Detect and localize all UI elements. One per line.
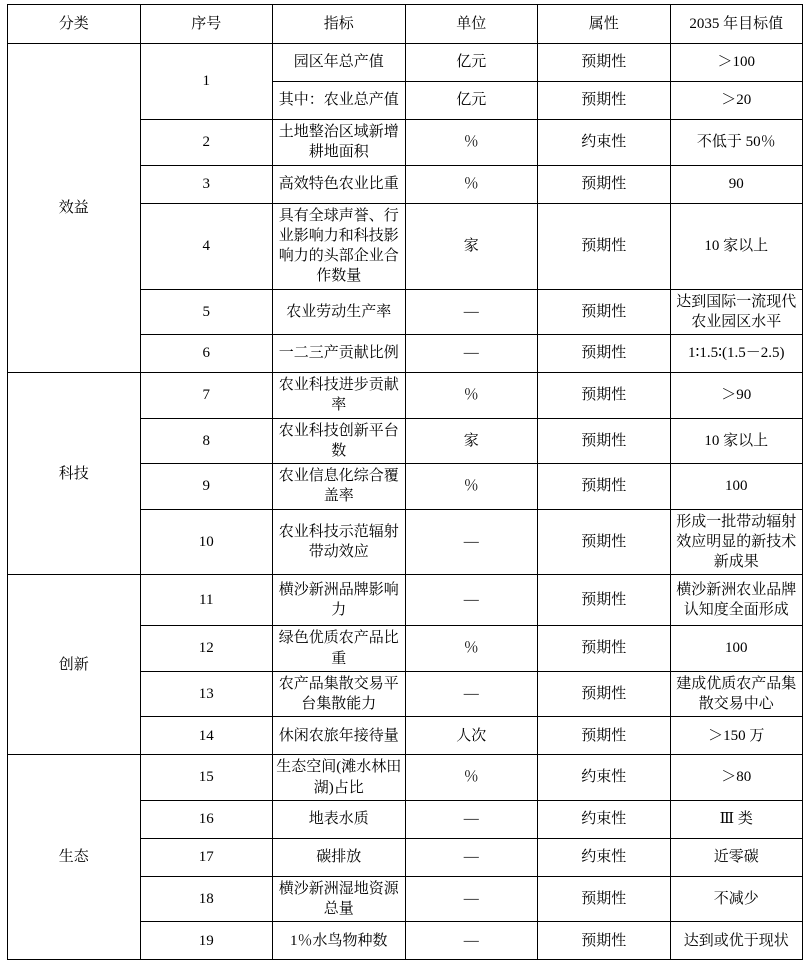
row-number-cell: 12 — [140, 626, 273, 672]
target-value-cell: ＞100 — [670, 44, 803, 82]
table-header — [8, 5, 803, 44]
indicator-table — [7, 4, 803, 960]
attribute-cell: 预期性 — [538, 335, 671, 373]
target-value-cell: ＞20 — [670, 82, 803, 120]
row-number-cell: 4 — [140, 203, 273, 289]
indicator-cell: 1％水鸟物种数 — [273, 922, 406, 960]
unit-cell: — — [405, 922, 538, 960]
indicator-cell: 具有全球声誉、行业影响力和科技影响力的头部企业合作数量 — [273, 203, 406, 289]
row-number-cell: 19 — [140, 922, 273, 960]
target-value-cell: 不减少 — [670, 876, 803, 922]
column-header-number: 序号 — [140, 5, 273, 44]
unit-cell: — — [405, 838, 538, 876]
attribute-cell: 预期性 — [538, 165, 671, 203]
table-row — [8, 755, 803, 801]
target-value-cell: Ⅲ 类 — [670, 800, 803, 838]
indicator-cell: 横沙新洲品牌影响力 — [273, 575, 406, 626]
row-number-cell: 1 — [140, 44, 273, 120]
indicator-cell: 农业科技创新平台数 — [273, 418, 406, 464]
target-value-cell: 90 — [670, 165, 803, 203]
row-number-cell: 10 — [140, 509, 273, 575]
indicator-cell: 绿色优质农产品比重 — [273, 626, 406, 672]
target-value-cell: 100 — [670, 626, 803, 672]
unit-cell: ％ — [405, 373, 538, 419]
column-header-attribute: 属性 — [538, 5, 671, 44]
indicator-cell: 农业信息化综合覆盖率 — [273, 464, 406, 510]
unit-cell: 家 — [405, 418, 538, 464]
target-value-cell: 100 — [670, 464, 803, 510]
attribute-cell: 预期性 — [538, 922, 671, 960]
target-value-cell: 近零碳 — [670, 838, 803, 876]
indicator-cell: 休闲农旅年接待量 — [273, 717, 406, 755]
row-number-cell: 9 — [140, 464, 273, 510]
unit-cell: — — [405, 335, 538, 373]
row-number-cell: 7 — [140, 373, 273, 419]
unit-cell: 亿元 — [405, 82, 538, 120]
attribute-cell: 约束性 — [538, 800, 671, 838]
row-number-cell: 16 — [140, 800, 273, 838]
indicator-cell: 碳排放 — [273, 838, 406, 876]
row-number-cell: 18 — [140, 876, 273, 922]
attribute-cell: 预期性 — [538, 509, 671, 575]
attribute-cell: 预期性 — [538, 876, 671, 922]
target-value-cell: 达到国际一流现代农业园区水平 — [670, 289, 803, 335]
target-value-cell: 达到或优于现状 — [670, 922, 803, 960]
indicator-cell: 农业劳动生产率 — [273, 289, 406, 335]
target-value-cell: 横沙新洲农业品牌认知度全面形成 — [670, 575, 803, 626]
table-row — [8, 373, 803, 419]
category-cell: 创新 — [8, 575, 141, 755]
target-value-cell: 10 家以上 — [670, 203, 803, 289]
indicator-cell: 农业科技进步贡献率 — [273, 373, 406, 419]
unit-cell: ％ — [405, 755, 538, 801]
attribute-cell: 预期性 — [538, 203, 671, 289]
target-value-cell: 不低于 50％ — [670, 120, 803, 166]
target-value-cell: 1∶1.5∶(1.5－2.5) — [670, 335, 803, 373]
column-header-category: 分类 — [8, 5, 141, 44]
attribute-cell: 约束性 — [538, 120, 671, 166]
table-header-row — [8, 5, 803, 44]
attribute-cell: 预期性 — [538, 289, 671, 335]
unit-cell: — — [405, 575, 538, 626]
row-number-cell: 11 — [140, 575, 273, 626]
attribute-cell: 预期性 — [538, 671, 671, 717]
unit-cell: — — [405, 800, 538, 838]
unit-cell: ％ — [405, 464, 538, 510]
unit-cell: 亿元 — [405, 44, 538, 82]
indicator-cell: 农产品集散交易平台集散能力 — [273, 671, 406, 717]
target-value-cell: ＞80 — [670, 755, 803, 801]
unit-cell: 家 — [405, 203, 538, 289]
attribute-cell: 预期性 — [538, 575, 671, 626]
category-cell: 效益 — [8, 44, 141, 373]
unit-cell: 人次 — [405, 717, 538, 755]
row-number-cell: 14 — [140, 717, 273, 755]
table-body — [8, 44, 803, 960]
attribute-cell: 约束性 — [538, 838, 671, 876]
row-number-cell: 17 — [140, 838, 273, 876]
unit-cell: — — [405, 876, 538, 922]
indicator-cell: 其中：农业总产值 — [273, 82, 406, 120]
target-value-cell: ＞150 万 — [670, 717, 803, 755]
row-number-cell: 3 — [140, 165, 273, 203]
column-header-unit: 单位 — [405, 5, 538, 44]
indicator-cell: 生态空间(滩水林田湖)占比 — [273, 755, 406, 801]
indicator-cell: 地表水质 — [273, 800, 406, 838]
attribute-cell: 预期性 — [538, 82, 671, 120]
indicator-cell: 横沙新洲湿地资源总量 — [273, 876, 406, 922]
attribute-cell: 预期性 — [538, 373, 671, 419]
target-value-cell: ＞90 — [670, 373, 803, 419]
attribute-cell: 预期性 — [538, 418, 671, 464]
indicator-cell: 土地整治区域新增耕地面积 — [273, 120, 406, 166]
unit-cell: ％ — [405, 165, 538, 203]
row-number-cell: 5 — [140, 289, 273, 335]
indicator-cell: 一二三产贡献比例 — [273, 335, 406, 373]
target-value-cell: 10 家以上 — [670, 418, 803, 464]
attribute-cell: 预期性 — [538, 464, 671, 510]
category-cell: 生态 — [8, 755, 141, 960]
row-number-cell: 2 — [140, 120, 273, 166]
indicator-cell: 高效特色农业比重 — [273, 165, 406, 203]
unit-cell: ％ — [405, 120, 538, 166]
row-number-cell: 8 — [140, 418, 273, 464]
row-number-cell: 13 — [140, 671, 273, 717]
target-value-cell: 建成优质农产品集散交易中心 — [670, 671, 803, 717]
row-number-cell: 15 — [140, 755, 273, 801]
attribute-cell: 预期性 — [538, 44, 671, 82]
attribute-cell: 预期性 — [538, 717, 671, 755]
row-number-cell: 6 — [140, 335, 273, 373]
unit-cell: ％ — [405, 626, 538, 672]
unit-cell: — — [405, 671, 538, 717]
column-header-target: 2035 年目标值 — [670, 5, 803, 44]
category-cell: 科技 — [8, 373, 141, 575]
table-row — [8, 44, 803, 82]
attribute-cell: 预期性 — [538, 626, 671, 672]
indicator-cell: 农业科技示范辐射带动效应 — [273, 509, 406, 575]
table-row — [8, 575, 803, 626]
indicator-cell: 园区年总产值 — [273, 44, 406, 82]
unit-cell: — — [405, 509, 538, 575]
target-value-cell: 形成一批带动辐射效应明显的新技术新成果 — [670, 509, 803, 575]
column-header-indicator: 指标 — [273, 5, 406, 44]
unit-cell: — — [405, 289, 538, 335]
attribute-cell: 约束性 — [538, 755, 671, 801]
